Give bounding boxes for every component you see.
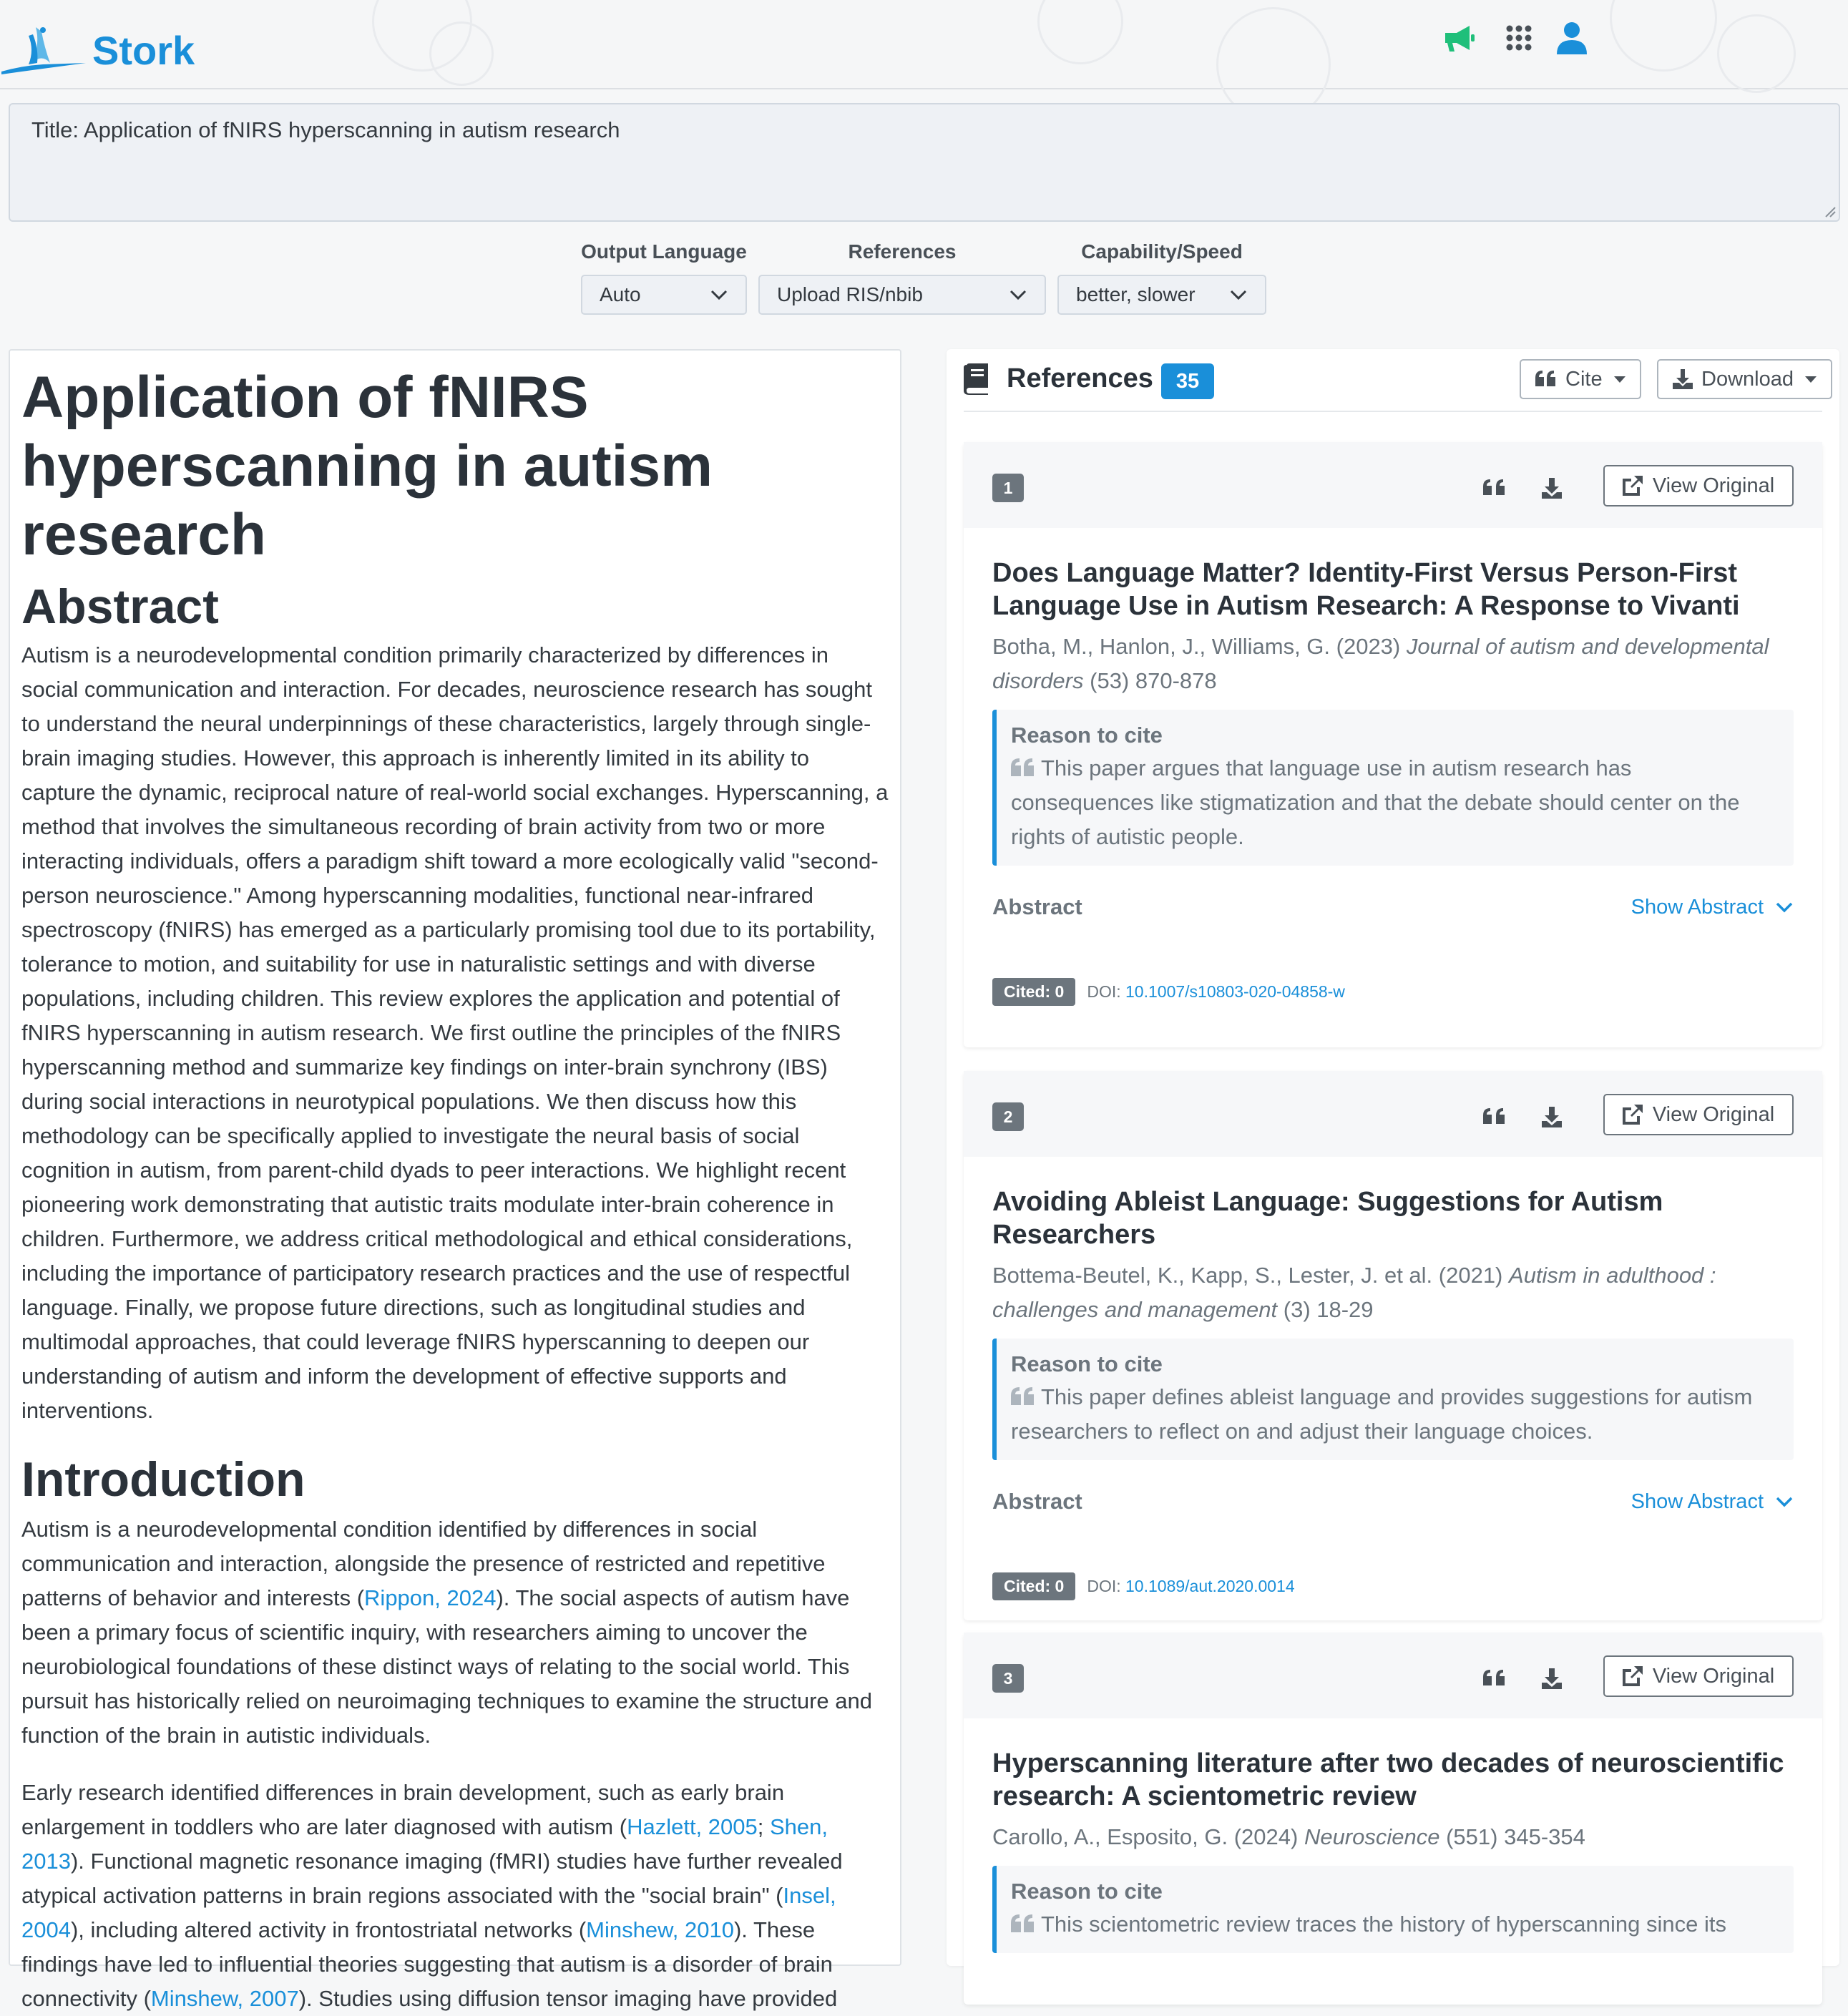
- introduction-heading: Introduction: [21, 1452, 305, 1507]
- stork-bird-icon: [0, 21, 89, 79]
- abstract-row: [992, 891, 1794, 923]
- caret-down-icon: [1805, 376, 1817, 383]
- show-abstract-toggle[interactable]: Show Abstract: [1631, 896, 1794, 919]
- quote-icon[interactable]: [1480, 474, 1509, 502]
- references-count-badge: 35: [1161, 363, 1214, 399]
- output-language-select[interactable]: [581, 275, 747, 315]
- reference-card: [964, 1633, 1822, 2005]
- doi: DOI: 10.1007/s10803-020-04858-w: [1087, 982, 1345, 1001]
- capability-value: better, slower: [1076, 283, 1196, 305]
- reason-to-cite-box: [992, 1866, 1794, 1953]
- user-icon[interactable]: [1554, 20, 1590, 56]
- view-original-label: View Original: [1652, 474, 1775, 497]
- cited-count-badge: Cited: 0: [992, 978, 1075, 1006]
- citation-link[interactable]: Shen, 2013: [21, 1814, 828, 1874]
- quote-icon: [1011, 1387, 1035, 1406]
- references-value: Upload RIS/nbib: [777, 283, 923, 305]
- reference-meta: Botha, M., Hanlon, J., Williams, G. (2023) Journal of autism and developmental disorders (53) 870-878: [992, 634, 1769, 693]
- view-original-button[interactable]: [1603, 1094, 1794, 1135]
- download-icon[interactable]: [1537, 474, 1566, 502]
- reference-number-badge: 2: [992, 1102, 1024, 1131]
- megaphone-icon[interactable]: [1441, 20, 1477, 56]
- reference-card: [964, 1071, 1822, 1620]
- quote-icon: [1011, 1914, 1035, 1933]
- quote-icon: [1535, 371, 1557, 388]
- references-heading: References: [1007, 363, 1153, 393]
- abstract-row: [992, 1486, 1794, 1517]
- cite-dropdown-button[interactable]: [1520, 359, 1641, 399]
- document-title: Application of fNIRS hyperscanning in autism research: [21, 365, 713, 567]
- output-language-control: [581, 240, 747, 315]
- download-icon[interactable]: [1537, 1102, 1566, 1131]
- book-icon: [964, 363, 989, 395]
- show-abstract-toggle[interactable]: Show Abstract: [1631, 1490, 1794, 1514]
- reference-title[interactable]: Hyperscanning literature after two decades of neuroscientific research: A scientometric review: [992, 1748, 1784, 1811]
- capability-select[interactable]: [1057, 275, 1266, 315]
- citation-link[interactable]: Rippon, 2024: [364, 1585, 497, 1610]
- resize-grip-icon[interactable]: [1823, 205, 1836, 217]
- citation-link[interactable]: Insel, 2004: [21, 1883, 836, 1942]
- abstract-label: Abstract: [992, 1489, 1082, 1514]
- reason-to-cite-text: This paper defines ableist language and provides suggestions for autism researchers to reflect on and adjust their language choices.: [1011, 1384, 1753, 1444]
- chevron-down-icon: [1775, 901, 1794, 913]
- reference-meta: Carollo, A., Esposito, G. (2024) Neuroscience (551) 345-354: [992, 1824, 1585, 1849]
- chevron-down-icon: [710, 289, 728, 300]
- reference-footer: [992, 1572, 1794, 1600]
- references-label: References: [848, 240, 957, 263]
- reference-meta: Bottema-Beutel, K., Kapp, S., Lester, J. et al. (2021) Autism in adulthood : challenges and management (3) 18-29: [992, 1263, 1716, 1322]
- quote-icon[interactable]: [1480, 1102, 1509, 1131]
- reference-title[interactable]: Avoiding Ableist Language: Suggestions for Autism Researchers: [992, 1187, 1663, 1250]
- reference-footer: [992, 977, 1794, 1006]
- view-original-button[interactable]: [1603, 1655, 1794, 1697]
- reference-number-badge: 1: [992, 474, 1024, 502]
- doi-link[interactable]: 10.1089/aut.2020.0014: [1125, 1576, 1295, 1595]
- stork-logo[interactable]: [0, 14, 195, 86]
- doi: DOI: 10.1089/aut.2020.0014: [1087, 1576, 1295, 1595]
- download-label: Download: [1701, 367, 1794, 391]
- reference-title[interactable]: Does Language Matter? Identity-First Versus Person-First Language Use in Autism Research: A Response to Vivanti: [992, 558, 1740, 621]
- reason-to-cite-box: [992, 710, 1794, 866]
- quote-icon[interactable]: [1480, 1664, 1509, 1693]
- capability-control: [1057, 240, 1266, 315]
- view-original-label: View Original: [1652, 1664, 1775, 1688]
- cited-count-badge: Cited: 0: [992, 1572, 1075, 1600]
- reason-to-cite-text: This paper argues that language use in autism research has consequences like stigmatization and that the debate should center on the rights of autistic people.: [1011, 755, 1740, 849]
- references-select[interactable]: [758, 275, 1046, 315]
- external-link-icon: [1623, 476, 1643, 496]
- external-link-icon: [1623, 1105, 1643, 1125]
- citation-link[interactable]: Hazlett, 2005: [627, 1814, 758, 1839]
- abstract-label: Abstract: [992, 894, 1082, 919]
- app-name: Stork: [92, 27, 195, 73]
- download-icon[interactable]: [1537, 1664, 1566, 1693]
- reason-to-cite-heading: Reason to cite: [1011, 723, 1163, 748]
- reason-to-cite-box: [992, 1339, 1794, 1460]
- view-original-button[interactable]: [1603, 465, 1794, 507]
- intro-paragraph-2: Early research identified differences in brain development, such as early brain enlargement in toddlers who are later diagnosed with autism (Hazlett, 2005; Shen, 2013). Functional magnetic resonance imaging (fMRI) studies have further revealed atypical activation patterns in brain regions associated with the "social brain" (Insel, 2004), including altered activity in frontostriatal networks (Minshew, 2010). These findings have led to influential theories suggesting that autism is a disorder of brain connectivity (Minshew, 2007). Studies using diffusion tensor imaging have provided: [21, 1780, 843, 2011]
- abstract-heading: Abstract: [21, 579, 219, 634]
- citation-link[interactable]: Minshew, 2010: [586, 1917, 734, 1942]
- apps-grid-icon[interactable]: [1501, 20, 1537, 56]
- reference-card-toolbar: [964, 1071, 1822, 1157]
- view-original-label: View Original: [1652, 1102, 1775, 1126]
- citation-link[interactable]: Minshew, 2007: [150, 1986, 299, 2011]
- document-panel: [9, 349, 901, 2011]
- reference-number-badge: 3: [992, 1664, 1024, 1693]
- reason-to-cite-heading: Reason to cite: [1011, 1351, 1163, 1376]
- references-panel: [947, 349, 1839, 1966]
- reference-card: [964, 442, 1822, 1047]
- doi-link[interactable]: 10.1007/s10803-020-04858-w: [1125, 982, 1345, 1001]
- output-language-label: Output Language: [581, 240, 747, 263]
- reference-card-toolbar: [964, 442, 1822, 528]
- intro-paragraph-1: Autism is a neurodevelopmental condition identified by differences in social communication and interaction, alongside the presence of restricted and repetitive patterns of behavior and interests (Rippon, 2024). The social aspects of autism have been a primary focus of scientific inquiry, with researchers aiming to uncover the neurobiological foundations of these distinct ways of relating to the social world. This pursuit has historically relied on neuroimaging techniques to examine the structure and function of the brain in autistic individuals.: [21, 1517, 873, 1748]
- caret-down-icon: [1614, 376, 1625, 383]
- download-icon: [1673, 369, 1693, 389]
- reason-to-cite-heading: Reason to cite: [1011, 1879, 1163, 1904]
- chevron-down-icon: [1775, 1496, 1794, 1507]
- title-input-value: Title: Application of fNIRS hyperscanning in autism research: [31, 117, 620, 142]
- reference-card-toolbar: [964, 1633, 1822, 1718]
- title-textarea[interactable]: [9, 103, 1840, 222]
- references-control: [758, 240, 1046, 315]
- chevron-down-icon: [1229, 289, 1248, 300]
- references-header: [964, 363, 1822, 412]
- top-navbar: [0, 0, 1848, 89]
- cite-label: Cite: [1565, 367, 1603, 391]
- reason-to-cite-text: This scientometric review traces the history of hyperscanning since its: [1011, 1907, 1779, 1942]
- external-link-icon: [1623, 1666, 1643, 1686]
- chevron-down-icon: [1009, 289, 1027, 300]
- quote-icon: [1011, 758, 1035, 777]
- abstract-text: Autism is a neurodevelopmental condition primarily characterized by differences in social communication and interaction. For decades, neuroscience research has sought to understand the neural underpinnings of these characteristics, largely through single-brain imaging studies. However, this approach is inherently limited in its ability to capture the dynamic, reciprocal nature of real-world social exchanges. Hyperscanning, a method that involves the simultaneous recording of brain activity from two or more interacting individuals, offers a paradigm shift toward a more ecologically valid "second-person neuroscience." Among hyperscanning modalities, functional near-infrared spectroscopy (fNIRS) has emerged as a particularly promising tool due to its portability, tolerance to motion, and suitability for use in naturalistic settings and with diverse populations, including children. This review explores the application and potential of fNIRS hyperscanning in autism research. We first outline the principles of the fNIRS hyperscanning method and summarize key findings on inter-brain synchrony (IBS) during social interactions in neurotypical populations. We then discuss how this methodology can be specifically applied to investigate the neural basis of social cognition in autism, from parent-child dyads to peer interactions. We highlight recent pioneering work demonstrating that autistic traits modulate inter-brain coherence in children. Furthermore, we address critical methodological and ethical considerations, including the importance of participatory research practices and the use of respectful language. Finally, we propose future directions, such as longitudinal studies and multimodal approaches, that could leverage fNIRS hyperscanning to deepen our understanding of autism and inform the development of effective supports and interventions.: [21, 642, 889, 1423]
- output-language-value: Auto: [600, 283, 641, 305]
- capability-label: Capability/Speed: [1081, 240, 1243, 263]
- download-dropdown-button[interactable]: [1657, 359, 1832, 399]
